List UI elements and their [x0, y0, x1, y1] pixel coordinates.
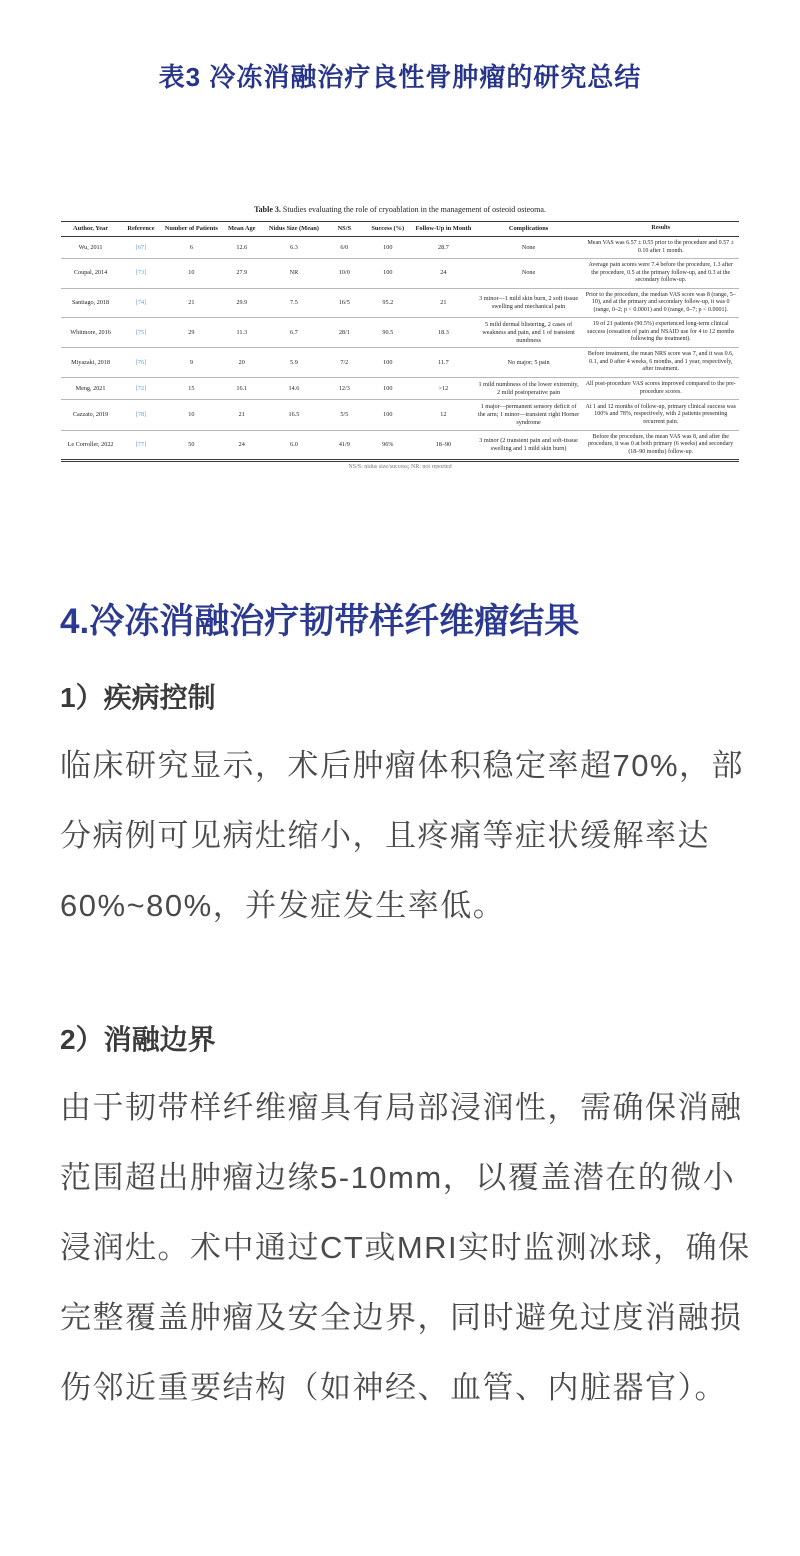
- table-row: [61, 348, 739, 378]
- reference-link: [75]: [120, 318, 162, 348]
- subsection-title-ablation-margin: 2）消融边界: [60, 1024, 216, 1055]
- table-cell: 12/3: [325, 377, 363, 400]
- body-line: 范围超出肿瘤边缘5-10mm，以覆盖潜在的微小: [60, 1160, 736, 1195]
- table-cell: 1 major—permanent sensory deficit of the arm; 1 minor—transient right Horner syndrome: [475, 400, 583, 430]
- table-cell: 90.5: [363, 318, 412, 348]
- table-cell: 100: [363, 259, 412, 289]
- table-cell: Whitmore, 2016: [61, 318, 120, 348]
- table-cell: 18.3: [412, 318, 475, 348]
- table-header-cell: Number of Patients: [162, 222, 221, 237]
- table-cell: 50: [162, 430, 221, 461]
- table-cell: Coupal, 2014: [61, 259, 120, 289]
- table-cell: 6: [162, 237, 221, 259]
- table-cell: 21: [162, 288, 221, 318]
- body-line: 分病例可见病灶缩小，且疼痛等症状缓解率达: [60, 818, 710, 853]
- section-heading: 4.冷冻消融治疗韧带样纤维瘤结果: [60, 602, 580, 641]
- paragraph-disease-control: [60, 731, 745, 941]
- table-cell: 100: [363, 237, 412, 259]
- table-cell: 6/0: [325, 237, 363, 259]
- table-cell: 20: [221, 348, 263, 378]
- table-cell: 10: [162, 400, 221, 430]
- table-header-cell: Nidus Size (Mean): [263, 222, 326, 237]
- table-cell: 24: [412, 259, 475, 289]
- table-header-cell: NS/S: [325, 222, 363, 237]
- reference-link: [72]: [120, 377, 162, 400]
- table-cell: None: [475, 259, 583, 289]
- table-cell: Average pain scores were 7.4 before the procedure, 1.3 after the procedure, 0.5 at the primary follow-up, and 0.3 at the secondary follow-up.: [582, 259, 739, 289]
- table-cell: 28.7: [412, 237, 475, 259]
- table-cell: >12: [412, 377, 475, 400]
- table-row: [61, 237, 739, 259]
- table-cell: 9: [162, 348, 221, 378]
- table-cell: 3 minor (2 transient pain and soft-tissue swelling and 1 mild skin burn): [475, 430, 583, 461]
- table-cell: 6.0: [263, 430, 326, 461]
- table-row: [61, 318, 739, 348]
- table-cell: Santiago, 2018: [61, 288, 120, 318]
- table-row: [61, 259, 739, 289]
- article-content: [0, 597, 800, 1423]
- paragraph-ablation-margin: [60, 1073, 751, 1423]
- table-cell: 16/5: [325, 288, 363, 318]
- table-cell: 96%: [363, 430, 412, 461]
- table-cell: Before treatment, the mean NRS score was 7, and it was 0.6, 0.1, and 0 after 4 weeks, 6 months, and 1 year, respectively, after treatment.: [582, 348, 739, 378]
- subsection-title-disease-control: 1）疾病控制: [60, 682, 216, 713]
- table-header-cell: Mean Age: [221, 222, 263, 237]
- table-caption-label: Table 3.: [254, 205, 281, 214]
- body-line: 临床研究显示，术后肿瘤体积稳定率超70%，部: [60, 748, 745, 783]
- table-cell: 5/5: [325, 400, 363, 430]
- reference-link: [78]: [120, 400, 162, 430]
- table-cell: 29.9: [221, 288, 263, 318]
- page-title: 表3 冷冻消融治疗良性骨肿瘤的研究总结: [158, 62, 642, 92]
- table-cell: All post-procedure VAS scores improved compared to the pre-procedure scores.: [582, 377, 739, 400]
- table-caption: [61, 205, 739, 214]
- table-cell: 21: [412, 288, 475, 318]
- table-cell: 6.3: [263, 237, 326, 259]
- table-cell: 3 minor—1 mild skin burn, 2 soft tissue swelling and mechanical pain: [475, 288, 583, 318]
- table-header-cell: Author, Year: [61, 222, 120, 237]
- table-cell: 15: [162, 377, 221, 400]
- table-cell: 27.9: [221, 259, 263, 289]
- table-cell: 11.7: [412, 348, 475, 378]
- table-cell: 11.3: [221, 318, 263, 348]
- table-cell: 24: [221, 430, 263, 461]
- body-line: 完整覆盖肿瘤及安全边界，同时避免过度消融损: [60, 1300, 743, 1335]
- table-cell: 7/2: [325, 348, 363, 378]
- table-caption-text: Studies evaluating the role of cryoablation in the management of osteoid osteoma.: [280, 205, 546, 214]
- table-head-row: [61, 222, 739, 237]
- table-cell: 16.5: [263, 400, 326, 430]
- table-cell: Mean VAS was 6.57 ± 0.55 prior to the procedure and 0.57 ± 0.10 after 1 month.: [582, 237, 739, 259]
- table-cell: 5 mild dermal blistering, 2 cases of weakness and pain, and 1 of transient numbness: [475, 318, 583, 348]
- table-cell: 1 mild numbness of the lower extremity, 2 mild postoperative pain: [475, 377, 583, 400]
- table-cell: No major; 5 pain: [475, 348, 583, 378]
- table-cell: 10: [162, 259, 221, 289]
- table-cell: Le Corroller, 2022: [61, 430, 120, 461]
- table-row: [61, 430, 739, 461]
- table-body: [61, 237, 739, 461]
- table-row: [61, 288, 739, 318]
- table-cell: None: [475, 237, 583, 259]
- table-cell: NR: [263, 259, 326, 289]
- table-cell: 100: [363, 400, 412, 430]
- table-cell: At 1 and 12 months of follow-up, primary clinical success was 100% and 78%, respectively, with 2 patients presenting recurrent pain.: [582, 400, 739, 430]
- table-row: [61, 377, 739, 400]
- study-table: [61, 221, 739, 462]
- table-cell: 6.7: [263, 318, 326, 348]
- table-header-cell: Follow-Up in Month: [412, 222, 475, 237]
- reference-link: [67]: [120, 237, 162, 259]
- reference-link: [77]: [120, 430, 162, 461]
- table-cell: Cazzato, 2019: [61, 400, 120, 430]
- table-cell: 100: [363, 377, 412, 400]
- table-header-cell: Results: [582, 222, 739, 237]
- table-header-cell: Reference: [120, 222, 162, 237]
- table-cell: 12.6: [221, 237, 263, 259]
- table-cell: Miyazaki, 2018: [61, 348, 120, 378]
- reference-link: [76]: [120, 348, 162, 378]
- table-cell: 21: [221, 400, 263, 430]
- table-cell: Wu, 2011: [61, 237, 120, 259]
- table-cell: 14.6: [263, 377, 326, 400]
- table-cell: 10/0: [325, 259, 363, 289]
- table-header-cell: Complications: [475, 222, 583, 237]
- body-line: 浸润灶。术中通过CT或MRI实时监测冰球，确保: [60, 1230, 751, 1265]
- table-row: [61, 400, 739, 430]
- reference-link: [74]: [120, 288, 162, 318]
- table-header-cell: Success (%): [363, 222, 412, 237]
- table-cell: Meng, 2021: [61, 377, 120, 400]
- table-cell: 7.5: [263, 288, 326, 318]
- table-footnote-truncated: NS/S: nidus size/success; NR: not reported: [348, 464, 452, 469]
- body-line: 由于韧带样纤维瘤具有局部浸润性，需确保消融: [60, 1090, 743, 1125]
- table-cell: 5.9: [263, 348, 326, 378]
- table-cell: 19 of 21 patients (90.5%) experienced long-term clinical success (cessation of pain and NSAID use for 4 to 12 months following the treatment).: [582, 318, 739, 348]
- body-line: 60%~80%，并发症发生率低。: [60, 888, 506, 923]
- table-cell: 16.1: [221, 377, 263, 400]
- table-figure: [61, 205, 739, 469]
- table-cell: 12: [412, 400, 475, 430]
- table-cell: Prior to the procedure, the median VAS score was 8 (range, 5–10), and at the primary and secondary follow-up, it was 0 (range, 0–2; p < 0.0001) and 0 (range, 0–7; p < 0.0001).: [582, 288, 739, 318]
- body-line: 伤邻近重要结构（如神经、血管、内脏器官）。: [60, 1370, 727, 1405]
- table-cell: 28/1: [325, 318, 363, 348]
- table-cell: Before the procedure, the mean VAS was 8, and after the procedure, it was 0 at both primary (6 weeks) and secondary (18–90 months) follow-up.: [582, 430, 739, 461]
- table-cell: 41/9: [325, 430, 363, 461]
- table-cell: 95.2: [363, 288, 412, 318]
- reference-link: [73]: [120, 259, 162, 289]
- table-cell: 18–90: [412, 430, 475, 461]
- table-cell: 29: [162, 318, 221, 348]
- table-cell: 100: [363, 348, 412, 378]
